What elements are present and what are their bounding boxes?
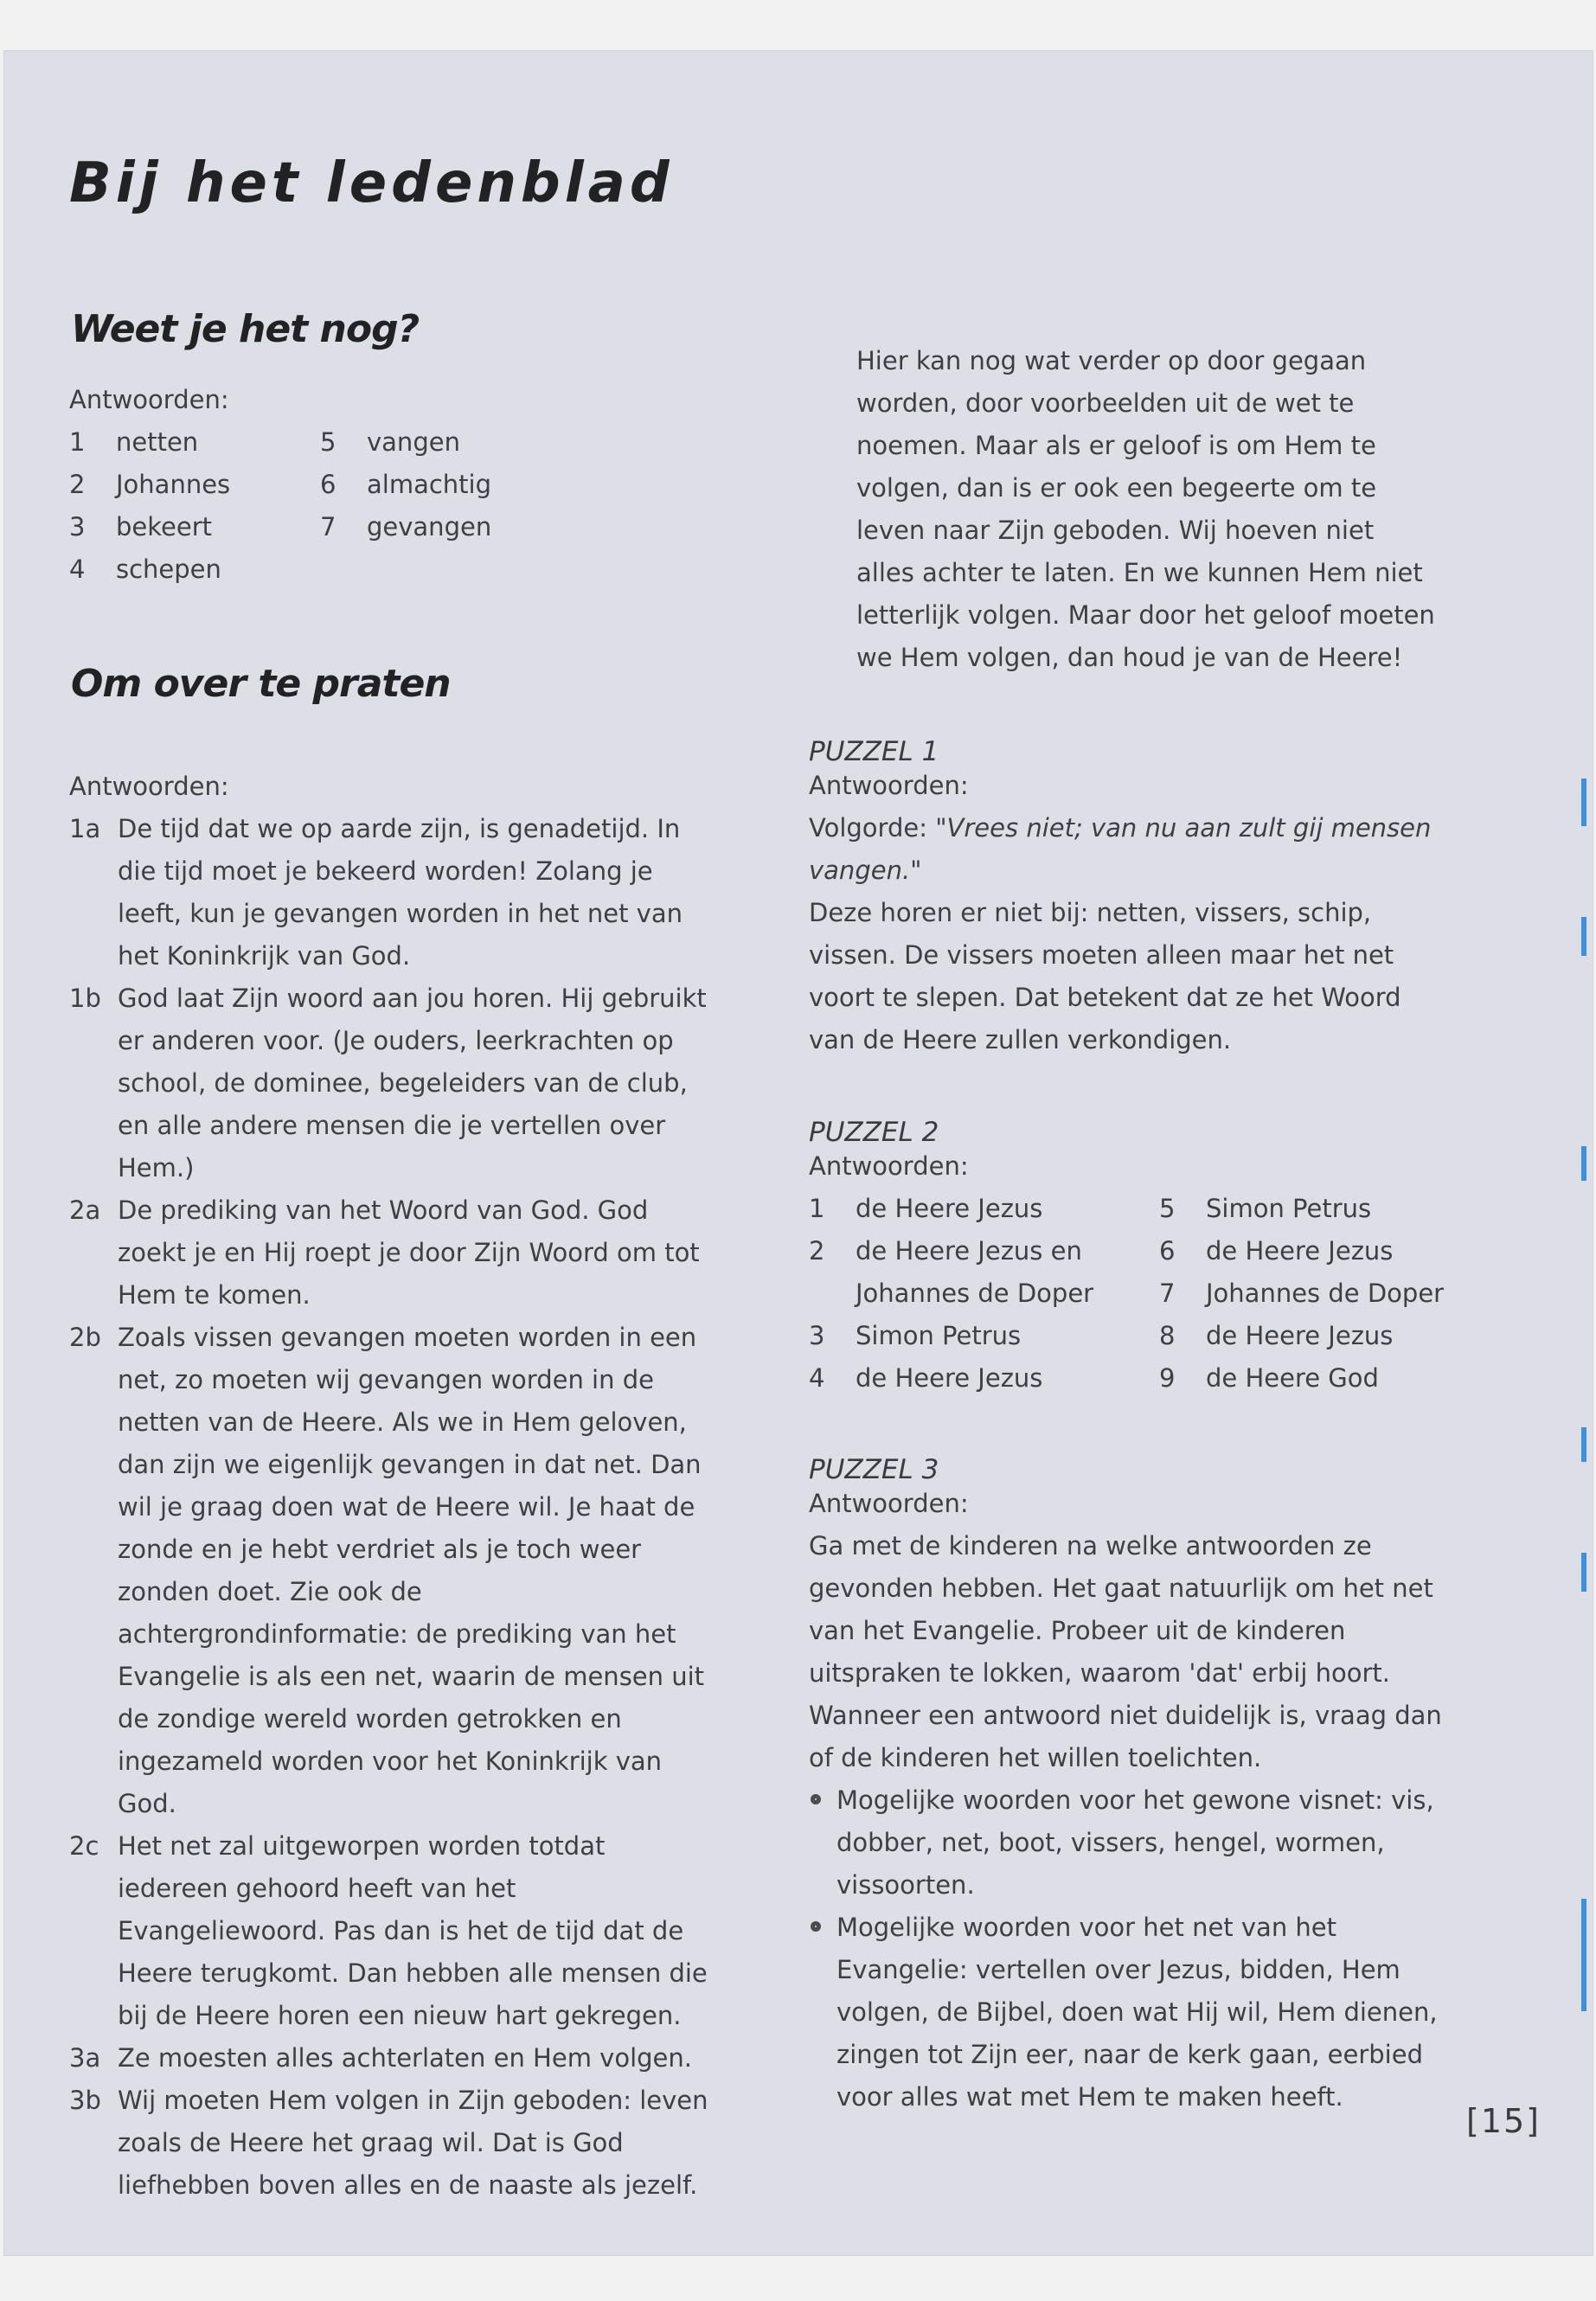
list-item: 7 Johannes de Doper: [1159, 1279, 1445, 1308]
bullet-item: Mogelijke woorden voor het gewone visnet: vis, dobber, net, boot, vissers, hengel, wormen, vissoorten.: [809, 1779, 1453, 1907]
list-item: 1 netten: [69, 427, 199, 457]
list-item: 9 de Heere God: [1159, 1363, 1379, 1393]
puzzel-1-quote: "Vrees niet; van nu aan zult gij mensen vangen.": [809, 813, 1432, 885]
list-item: 3 Simon Petrus: [809, 1321, 1022, 1350]
weet-je-het-nog-answers: [69, 379, 519, 591]
list-item: 4 schepen: [69, 554, 221, 584]
edge-mark: [1581, 779, 1586, 826]
puzzel-1: [809, 731, 1453, 1061]
list-item: 5 vangen: [320, 427, 460, 457]
list-item: 3b Wij moeten Hem volgen in Zijn geboden: leven zoals de Heere het graag wil. Dat is God liefhebben boven alles en de naaste als jezelf.: [69, 2086, 708, 2200]
edge-mark: [1581, 1553, 1586, 1592]
puzzel-3-heading: PUZZEL 3: [809, 1454, 939, 1485]
page-number: [15]: [1466, 2102, 1542, 2140]
bullet-icon: [809, 1907, 836, 2118]
answers-col-1: [69, 421, 320, 591]
puzzel-2-col-2: [1159, 1188, 1484, 1400]
puzzel-1-label: Antwoorden:: [809, 771, 969, 800]
answers-label: Antwoorden:: [69, 385, 229, 414]
list-item: 7 gevangen: [320, 512, 492, 542]
puzzel-2-col-1: [809, 1188, 1159, 1400]
answers-col-2: [320, 421, 519, 591]
puzzel-3-label: Antwoorden:: [809, 1489, 969, 1518]
section-heading-weet-je-het-nog: Weet je het nog?: [71, 307, 420, 351]
puzzel-3-paragraph-1: Ga met de kinderen na welke antwoorden ze gevonden hebben. Het gaat natuurlijk om het net van het Evangelie. Probeer uit de kinderen uitspraken te lokken, waarom 'dat' erbij hoort.: [809, 1531, 1433, 1688]
puzzel-2-label: Antwoorden:: [809, 1151, 969, 1181]
om-over-te-praten-answers: [69, 766, 714, 2207]
bullet-item: Mogelijke woorden voor het net van het Evangelie: vertellen over Jezus, bidden, Hem volgen, de Bijbel, doen wat Hij wil, Hem dienen, zingen tot Zijn eer, naar de kerk gaan, eerbied voor alles wat met Hem te maken heeft.: [809, 1907, 1453, 2118]
puzzel-1-text: Deze horen er niet bij: netten, vissers, schip, vissen. De vissers moeten alleen maar het net voort te slepen. Dat betekent dat ze het Woord van de Heere zullen verkondigen.: [809, 898, 1401, 1054]
list-item: 3a Ze moesten alles achterlaten en Hem volgen.: [69, 2043, 692, 2073]
edge-mark: [1581, 1899, 1586, 2011]
list-item: 2b Zoals vissen gevangen moeten worden in een net, zo moeten wij gevangen worden in de netten van de Heere. Als we in Hem geloven, dan zijn we eigenlijk gevangen in dat net. Dan wil je graag doen wat de Heere wil. Je haat de zonde en je hebt verdriet als je toch weer zonden doet. Zie ook de achtergrondinformatie: de prediking van het Evangelie is als een net, waarin de mensen uit de zondige wereld worden getrokken en ingezameld worden voor het Koninkrijk van God.: [69, 1323, 705, 1818]
list-item: 2 de Heere Jezus en Johannes de Doper: [809, 1236, 1094, 1308]
list-item: 1 de Heere Jezus: [809, 1194, 1043, 1223]
right-intro-paragraph: Hier kan nog wat verder op door gegaan worden, door voorbeelden uit de wet te noemen. Maar als er geloof is om Hem te volgen, dan is er ook een begeerte om te leven naar Zijn geboden. Wij hoeven niet alles achter te laten. En we kunnen Hem niet letterlijk volgen. Maar door het geloof moeten we Hem volgen, dan houd je van de Heere!: [856, 346, 1435, 672]
list-item: 6 almachtig: [320, 470, 492, 499]
list-item: 5 Simon Petrus: [1159, 1194, 1372, 1223]
puzzel-2: [809, 1112, 1484, 1400]
list-item: 4 de Heere Jezus: [809, 1363, 1043, 1393]
puzzel-1-order: Volgorde: "Vrees niet; van nu aan zult gij mensen vangen.": [809, 813, 1432, 885]
list-item: 1b God laat Zijn woord aan jou horen. Hij gebruikt er anderen voor. (Je ouders, leerkrachten op school, de dominee, begeleiders van de club, en alle andere mensen die je vertellen over Hem.): [69, 984, 707, 1183]
list-item: 2 Johannes: [69, 470, 231, 499]
list-item: 6 de Heere Jezus: [1159, 1236, 1394, 1266]
list-item: 2c Het net zal uitgeworpen worden totdat iedereen gehoord heeft van het Evangeliewoord. Pas dan is het de tijd dat de Heere terugkomt. Dan hebben alle mensen die bij de Heere horen een nieuw hart gekregen.: [69, 1831, 708, 2030]
page-title: Bij het ledenblad: [69, 151, 674, 215]
section-heading-om-over-te-praten: Om over te praten: [71, 662, 451, 706]
list-item: 3 bekeert: [69, 512, 212, 542]
list-item: 1a De tijd dat we op aarde zijn, is genadetijd. In die tijd moet je bekeerd worden! Zolang je leeft, kun je gevangen worden in het net van het Koninkrijk van God.: [69, 814, 683, 971]
edge-mark: [1581, 917, 1586, 956]
edge-mark: [1581, 1427, 1586, 1462]
list-item: 8 de Heere Jezus: [1159, 1321, 1394, 1350]
edge-mark: [1581, 1146, 1586, 1181]
answers-label: Antwoorden:: [69, 772, 229, 801]
puzzel-1-heading: PUZZEL 1: [809, 736, 939, 767]
bullet-icon: [809, 1779, 836, 1907]
puzzel-3: [809, 1449, 1453, 2118]
puzzel-3-paragraph-2: Wanneer een antwoord niet duidelijk is, vraag dan of de kinderen het willen toelichten.: [809, 1701, 1442, 1772]
list-item: 2a De prediking van het Woord van God. God zoekt je en Hij roept je door Zijn Woord om tot Hem te komen.: [69, 1195, 700, 1310]
puzzel-2-heading: PUZZEL 2: [809, 1117, 939, 1148]
